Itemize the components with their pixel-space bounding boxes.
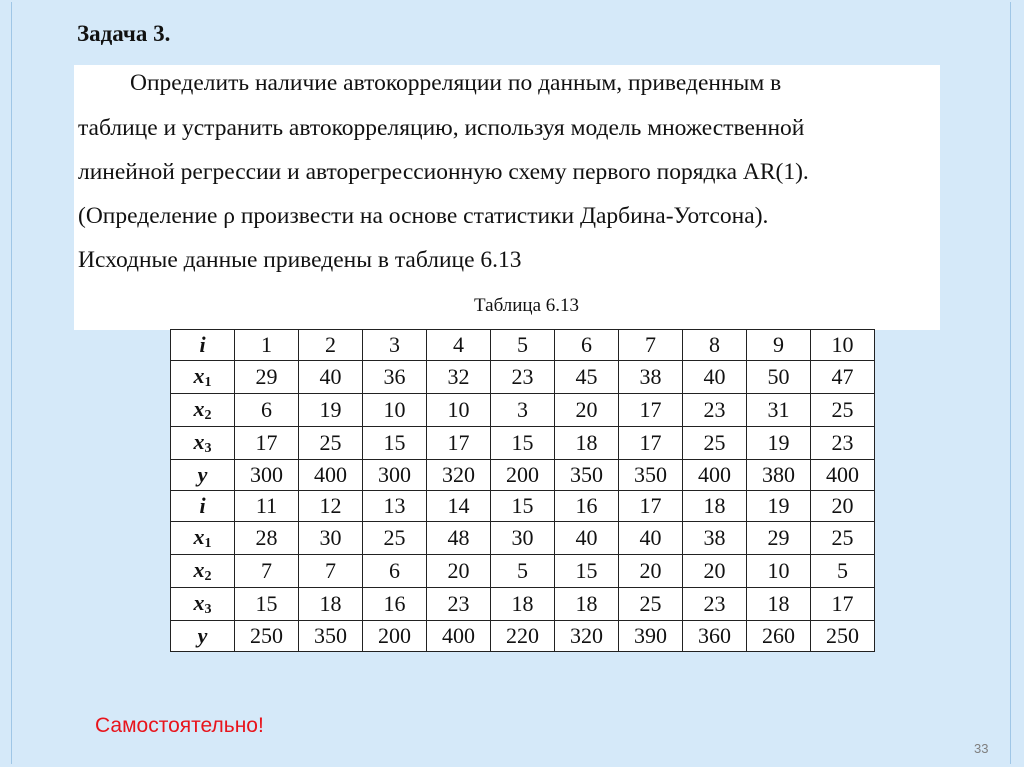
- table-cell: 6: [555, 330, 619, 361]
- table-cell: 20: [555, 394, 619, 427]
- table-cell: 18: [683, 491, 747, 522]
- table-cell: 16: [555, 491, 619, 522]
- table-cell: 17: [619, 394, 683, 427]
- table-cell: 32: [427, 361, 491, 394]
- row-header: [171, 555, 235, 588]
- table-cell: 29: [747, 522, 811, 555]
- table-cell: 390: [619, 621, 683, 652]
- table-cell: 400: [683, 460, 747, 491]
- row-header-label: y: [197, 623, 208, 648]
- table-cell: 23: [683, 394, 747, 427]
- table-cell: 20: [619, 555, 683, 588]
- row-header-label: i: [199, 493, 206, 518]
- statement-line-4: (Определение ρ произвести на основе статистики Дарбина-Уотсона).: [78, 203, 769, 229]
- row-header: [171, 394, 235, 427]
- table-cell: 50: [747, 361, 811, 394]
- row-header-label: x: [193, 556, 205, 582]
- table-cell: 25: [811, 394, 875, 427]
- table-cell: 14: [427, 491, 491, 522]
- table-cell: 25: [683, 427, 747, 460]
- row-header-subscript: 1: [204, 535, 212, 551]
- table-cell: 40: [555, 522, 619, 555]
- row-header-subscript: 3: [204, 601, 212, 617]
- table-cell: 3: [363, 330, 427, 361]
- table-cell: 23: [491, 361, 555, 394]
- table-row: [171, 621, 875, 652]
- table-cell: 4: [427, 330, 491, 361]
- table-cell: 11: [235, 491, 299, 522]
- table-cell: 9: [747, 330, 811, 361]
- table-row: [171, 588, 875, 621]
- table-cell: 20: [427, 555, 491, 588]
- table-cell: 5: [491, 555, 555, 588]
- table-cell: 360: [683, 621, 747, 652]
- row-header: [171, 330, 235, 361]
- row-header-label: y: [197, 462, 208, 487]
- row-header-label: x: [193, 589, 205, 615]
- table-cell: 47: [811, 361, 875, 394]
- table-cell: 15: [555, 555, 619, 588]
- table-cell: 40: [683, 361, 747, 394]
- table-cell: 8: [683, 330, 747, 361]
- table-cell: 17: [235, 427, 299, 460]
- table-cell: 250: [235, 621, 299, 652]
- table-row: [171, 491, 875, 522]
- table-cell: 320: [427, 460, 491, 491]
- table-cell: 400: [427, 621, 491, 652]
- table-cell: 20: [811, 491, 875, 522]
- table-cell: 7: [619, 330, 683, 361]
- table-cell: 28: [235, 522, 299, 555]
- self-study-note: Самостоятельно!: [95, 714, 264, 737]
- table-row: [171, 394, 875, 427]
- table-cell: 40: [619, 522, 683, 555]
- table-cell: 350: [299, 621, 363, 652]
- table-cell: 350: [555, 460, 619, 491]
- statement-line-3: линейной регрессии и авторегрессионную схему первого порядка AR(1).: [78, 159, 809, 185]
- table-cell: 400: [299, 460, 363, 491]
- table-cell: 29: [235, 361, 299, 394]
- row-header-label: x: [193, 395, 205, 421]
- table-cell: 25: [299, 427, 363, 460]
- table-cell: 7: [299, 555, 363, 588]
- table-cell: 17: [619, 491, 683, 522]
- table-cell: 19: [299, 394, 363, 427]
- table-cell: 6: [363, 555, 427, 588]
- table-cell: 15: [363, 427, 427, 460]
- table-cell: 220: [491, 621, 555, 652]
- row-header: [171, 522, 235, 555]
- table-row: [171, 522, 875, 555]
- table-cell: 10: [747, 555, 811, 588]
- table-cell: 31: [747, 394, 811, 427]
- data-table: [170, 329, 875, 652]
- table-cell: 3: [491, 394, 555, 427]
- table-cell: 17: [811, 588, 875, 621]
- table-row: [171, 330, 875, 361]
- page-number: 33: [974, 741, 989, 756]
- table-cell: 17: [427, 427, 491, 460]
- table-cell: 260: [747, 621, 811, 652]
- table-cell: 48: [427, 522, 491, 555]
- table-cell: 40: [299, 361, 363, 394]
- table-cell: 18: [555, 427, 619, 460]
- table-row: [171, 361, 875, 394]
- table-row: [171, 555, 875, 588]
- table-cell: 30: [299, 522, 363, 555]
- table-cell: 10: [427, 394, 491, 427]
- row-header: [171, 427, 235, 460]
- table-cell: 19: [747, 491, 811, 522]
- table-cell: 250: [811, 621, 875, 652]
- row-header-subscript: 1: [204, 374, 212, 390]
- table-cell: 20: [683, 555, 747, 588]
- table-cell: 1: [235, 330, 299, 361]
- row-header: [171, 621, 235, 652]
- table-cell: 5: [491, 330, 555, 361]
- table-cell: 23: [811, 427, 875, 460]
- table-cell: 5: [811, 555, 875, 588]
- table-cell: 2: [299, 330, 363, 361]
- row-header-label: x: [193, 523, 205, 549]
- row-header-label: x: [193, 362, 205, 388]
- table-cell: 18: [299, 588, 363, 621]
- task-statement: [74, 65, 940, 330]
- table-cell: 400: [811, 460, 875, 491]
- table-cell: 38: [619, 361, 683, 394]
- table-cell: 300: [363, 460, 427, 491]
- table-cell: 10: [363, 394, 427, 427]
- table-cell: 45: [555, 361, 619, 394]
- table-cell: 25: [619, 588, 683, 621]
- table-cell: 25: [363, 522, 427, 555]
- table-cell: 38: [683, 522, 747, 555]
- row-header: [171, 588, 235, 621]
- table-cell: 380: [747, 460, 811, 491]
- table-cell: 7: [235, 555, 299, 588]
- statement-line-5: Исходные данные приведены в таблице 6.13: [78, 247, 522, 273]
- table-cell: 13: [363, 491, 427, 522]
- table-cell: 18: [491, 588, 555, 621]
- table-cell: 6: [235, 394, 299, 427]
- row-header: [171, 491, 235, 522]
- table-cell: 30: [491, 522, 555, 555]
- table-cell: 16: [363, 588, 427, 621]
- table-cell: 12: [299, 491, 363, 522]
- table-caption: Таблица 6.13: [474, 295, 580, 316]
- row-header-subscript: 3: [204, 440, 212, 456]
- table-cell: 320: [555, 621, 619, 652]
- table-cell: 25: [811, 522, 875, 555]
- row-header: [171, 361, 235, 394]
- row-header-subscript: 2: [204, 568, 212, 584]
- table-cell: 18: [555, 588, 619, 621]
- table-cell: 350: [619, 460, 683, 491]
- statement-line-1: Определить наличие автокорреляции по данным, приведенным в: [130, 70, 782, 96]
- table-row: [171, 460, 875, 491]
- task-title: Задача 3.: [77, 21, 171, 46]
- table-cell: 10: [811, 330, 875, 361]
- table-cell: 200: [363, 621, 427, 652]
- table-cell: 23: [427, 588, 491, 621]
- row-header-label: i: [199, 332, 206, 357]
- table-cell: 36: [363, 361, 427, 394]
- table-row: [171, 427, 875, 460]
- statement-line-2: таблице и устранить автокорреляцию, используя модель множественной: [78, 115, 805, 141]
- table-cell: 15: [491, 427, 555, 460]
- table-cell: 19: [747, 427, 811, 460]
- table-cell: 15: [235, 588, 299, 621]
- row-header-label: x: [193, 428, 205, 454]
- table-cell: 18: [747, 588, 811, 621]
- table-cell: 23: [683, 588, 747, 621]
- table-cell: 200: [491, 460, 555, 491]
- table-cell: 17: [619, 427, 683, 460]
- table-cell: 15: [491, 491, 555, 522]
- row-header: [171, 460, 235, 491]
- table-cell: 300: [235, 460, 299, 491]
- row-header-subscript: 2: [204, 407, 212, 423]
